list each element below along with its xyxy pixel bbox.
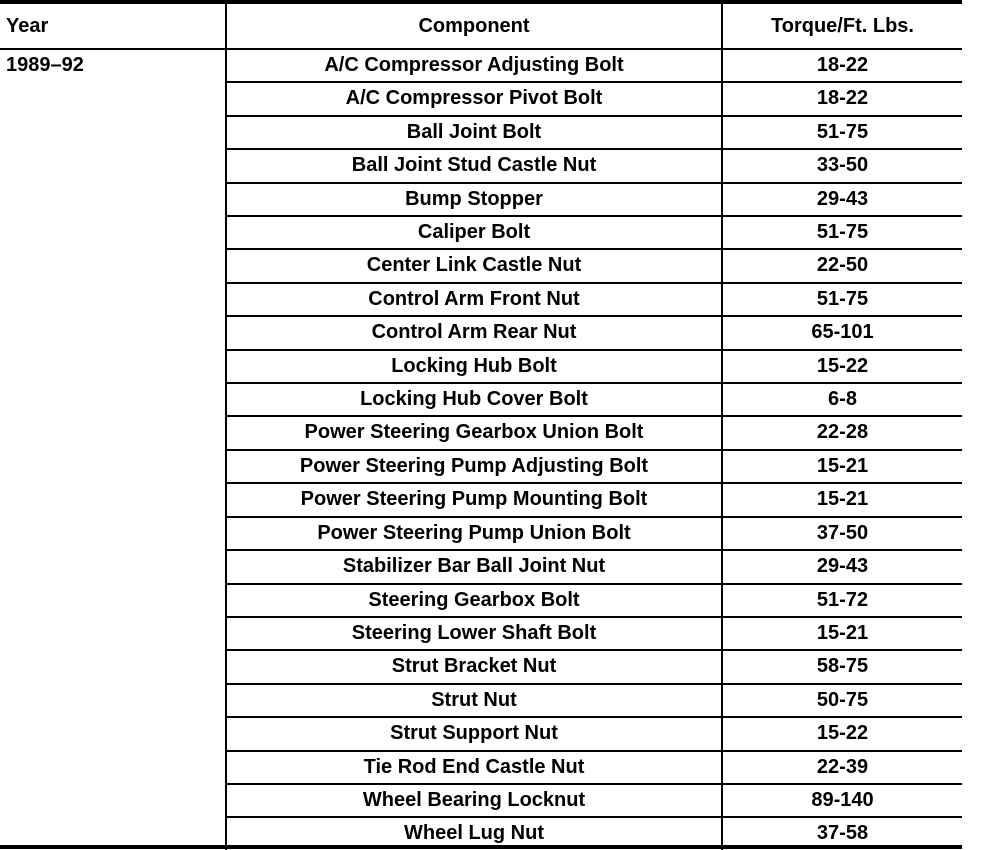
component-cell: Power Steering Gearbox Union Bolt — [226, 416, 722, 449]
torque-cell: 29-43 — [722, 550, 962, 583]
component-column-header: Component — [226, 4, 722, 49]
torque-cell: 51-75 — [722, 216, 962, 249]
component-cell: Control Arm Front Nut — [226, 283, 722, 316]
torque-cell: 18-22 — [722, 82, 962, 115]
component-cell: Power Steering Pump Union Bolt — [226, 517, 722, 550]
torque-cell: 15-21 — [722, 483, 962, 516]
component-cell: Control Arm Rear Nut — [226, 316, 722, 349]
component-cell: Stabilizer Bar Ball Joint Nut — [226, 550, 722, 583]
torque-cell: 58-75 — [722, 650, 962, 683]
component-cell: Strut Nut — [226, 684, 722, 717]
bottom-rule — [0, 845, 962, 849]
component-cell: Steering Gearbox Bolt — [226, 584, 722, 617]
component-cell: Caliper Bolt — [226, 216, 722, 249]
torque-cell: 22-28 — [722, 416, 962, 449]
component-cell: Power Steering Pump Adjusting Bolt — [226, 450, 722, 483]
torque-column-header: Torque/Ft. Lbs. — [722, 4, 962, 49]
torque-cell: 51-75 — [722, 283, 962, 316]
torque-cell: 37-50 — [722, 517, 962, 550]
table-body — [0, 49, 962, 850]
torque-cell: 51-75 — [722, 116, 962, 149]
component-cell: Ball Joint Stud Castle Nut — [226, 149, 722, 182]
component-cell: Locking Hub Cover Bolt — [226, 383, 722, 416]
component-cell: A/C Compressor Pivot Bolt — [226, 82, 722, 115]
torque-cell: 18-22 — [722, 49, 962, 82]
torque-cell: 33-50 — [722, 149, 962, 182]
torque-cell: 15-22 — [722, 350, 962, 383]
component-cell: Strut Bracket Nut — [226, 650, 722, 683]
component-cell: Wheel Lug Nut — [226, 817, 722, 849]
torque-cell: 65-101 — [722, 316, 962, 349]
torque-cell: 37-58 — [816, 822, 869, 845]
torque-cell: 29-43 — [722, 183, 962, 216]
torque-spec-table — [0, 4, 962, 850]
component-cell: Strut Support Nut — [226, 717, 722, 750]
component-cell: Tie Rod End Castle Nut — [226, 751, 722, 784]
torque-cell: 15-21 — [722, 450, 962, 483]
component-cell: Locking Hub Bolt — [226, 350, 722, 383]
torque-cell: 89-140 — [722, 784, 962, 817]
torque-cell: 15-22 — [722, 717, 962, 750]
torque-cell: 15-21 — [722, 617, 962, 650]
component-cell: Bump Stopper — [226, 183, 722, 216]
torque-cell: 6-8 — [722, 383, 962, 416]
torque-cell: 51-72 — [722, 584, 962, 617]
header-row — [0, 4, 962, 49]
table-row — [0, 49, 962, 82]
table-header — [0, 4, 962, 49]
component-cell: Center Link Castle Nut — [226, 249, 722, 282]
component-cell: Power Steering Pump Mounting Bolt — [226, 483, 722, 516]
component-cell: Wheel Bearing Locknut — [226, 784, 722, 817]
component-cell: Ball Joint Bolt — [226, 116, 722, 149]
torque-cell: 22-39 — [722, 751, 962, 784]
year-cell: 1989–92 — [0, 49, 226, 850]
component-cell: A/C Compressor Adjusting Bolt — [226, 49, 722, 82]
year-column-header: Year — [0, 4, 226, 49]
torque-cell: 22-50 — [722, 249, 962, 282]
component-cell: Steering Lower Shaft Bolt — [226, 617, 722, 650]
torque-cell: 50-75 — [722, 684, 962, 717]
